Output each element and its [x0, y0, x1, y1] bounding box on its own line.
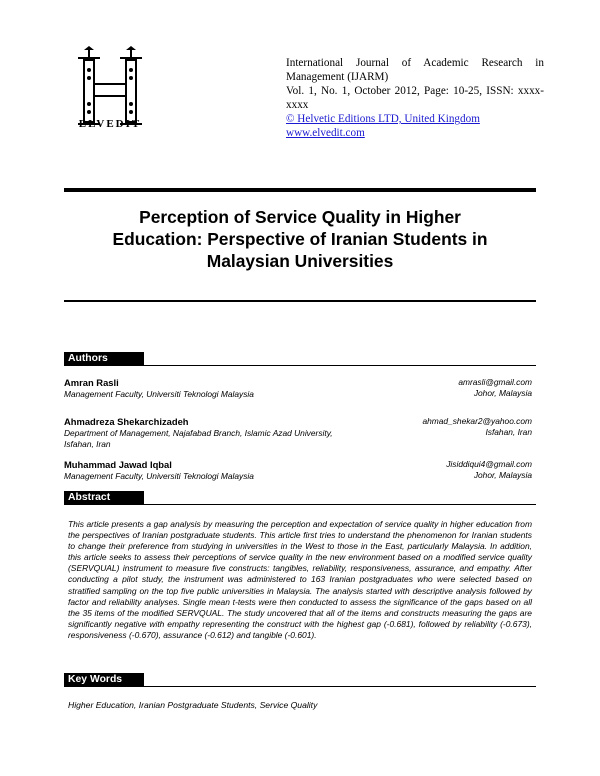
journal-abbrev: Management (IJARM)	[286, 71, 389, 83]
abstract-heading-label: Abstract	[64, 491, 144, 505]
author-email: Jisiddiqui4@gmail.com	[446, 459, 532, 469]
heading-rule	[144, 365, 536, 366]
journal-info	[286, 56, 544, 140]
heading-rule	[144, 504, 536, 505]
author-affiliation: Management Faculty, Universiti Teknologi Malaysia	[64, 389, 254, 399]
author-name: Ahmadreza Shekarchizadeh	[64, 416, 189, 427]
author-affiliation: Management Faculty, Universiti Teknologi Malaysia	[64, 471, 254, 481]
author-name: Amran Rasli	[64, 377, 119, 388]
author-email: ahmad_shekar2@yahoo.com	[422, 416, 532, 426]
author-contact	[446, 459, 532, 481]
abstract-text: This article presents a gap analysis by measuring the perception and expectation of service quality in higher education from the perspectives of Iranian postgraduate students. This article first tries to understand the phenomenon for Iranian students to change their preference from studying in universities in the West to those in the East, particularly Malaysia. In addition, this article seeks to assess their perceptions of service quality in the new environment based on a modified service quality (SERVQUAL) instrument to measure five constructs: tangibles, reliability, responsiveness, assurance, and empathy. After conducting a pilot study, the instrument was administered to 163 Iranian postgraduates who were selected based on stratified sampling on the top five public universities in Malaysia. The analysis started with descriptive analysis followed by factor and reliability analyses. Single mean t-tests were then conducted to assess the significance of the gaps based on all the 35 items of the modified SERVQUAL. The study uncovered that all of the items and constructs measuring the gaps are significantly negative with empathy representing the construct with the highest gap (-0.681), followed by reliability (-0.673), responsiveness (-0.670), assurance (-0.612) and tangible (-0.601).	[68, 519, 532, 640]
author-affiliation: Department of Management, Najafabad Branch, Islamic Azad University, Isfahan, Iran	[64, 428, 333, 449]
copyright-link[interactable]: © Helvetic Editions LTD, United Kingdom	[286, 113, 480, 125]
keywords-text: Higher Education, Iranian Postgraduate Students, Service Quality	[68, 700, 318, 710]
title-line: Perception of Service Quality in Higher	[139, 207, 461, 227]
title-line: Malaysian Universities	[206, 251, 394, 271]
journal-issn-cont: xxxx	[286, 99, 309, 111]
journal-name: International Journal of Academic Research in	[286, 57, 544, 69]
authors-heading	[64, 352, 536, 366]
author-block	[64, 416, 536, 450]
keywords-heading	[64, 673, 536, 687]
journal-volume: Vol. 1, No. 1, October 2012, Page: 10-25, ISSN: xxxx-	[286, 85, 544, 97]
title-rule-top	[64, 188, 536, 192]
author-location: Johor, Malaysia	[473, 388, 532, 398]
title-line: Education: Perspective of Iranian Students in	[112, 229, 488, 249]
author-contact	[422, 416, 532, 438]
author-location: Johor, Malaysia	[473, 470, 532, 480]
abstract-heading	[64, 491, 536, 505]
paper-title	[64, 206, 536, 272]
website-link[interactable]: www.elvedit.com	[286, 127, 365, 139]
author-location: Isfahan, Iran	[485, 427, 532, 437]
logo-wordmark: ELVEDIT	[78, 118, 142, 130]
authors-heading-label: Authors	[64, 352, 144, 366]
author-block	[64, 377, 536, 400]
author-name: Muhammad Jawad Iqbal	[64, 459, 172, 470]
author-block	[64, 459, 536, 482]
author-contact	[458, 377, 532, 399]
keywords-heading-label: Key Words	[64, 673, 144, 687]
author-email: amrasli@gmail.com	[458, 377, 532, 387]
heading-rule	[144, 686, 536, 687]
title-rule-bottom	[64, 300, 536, 302]
